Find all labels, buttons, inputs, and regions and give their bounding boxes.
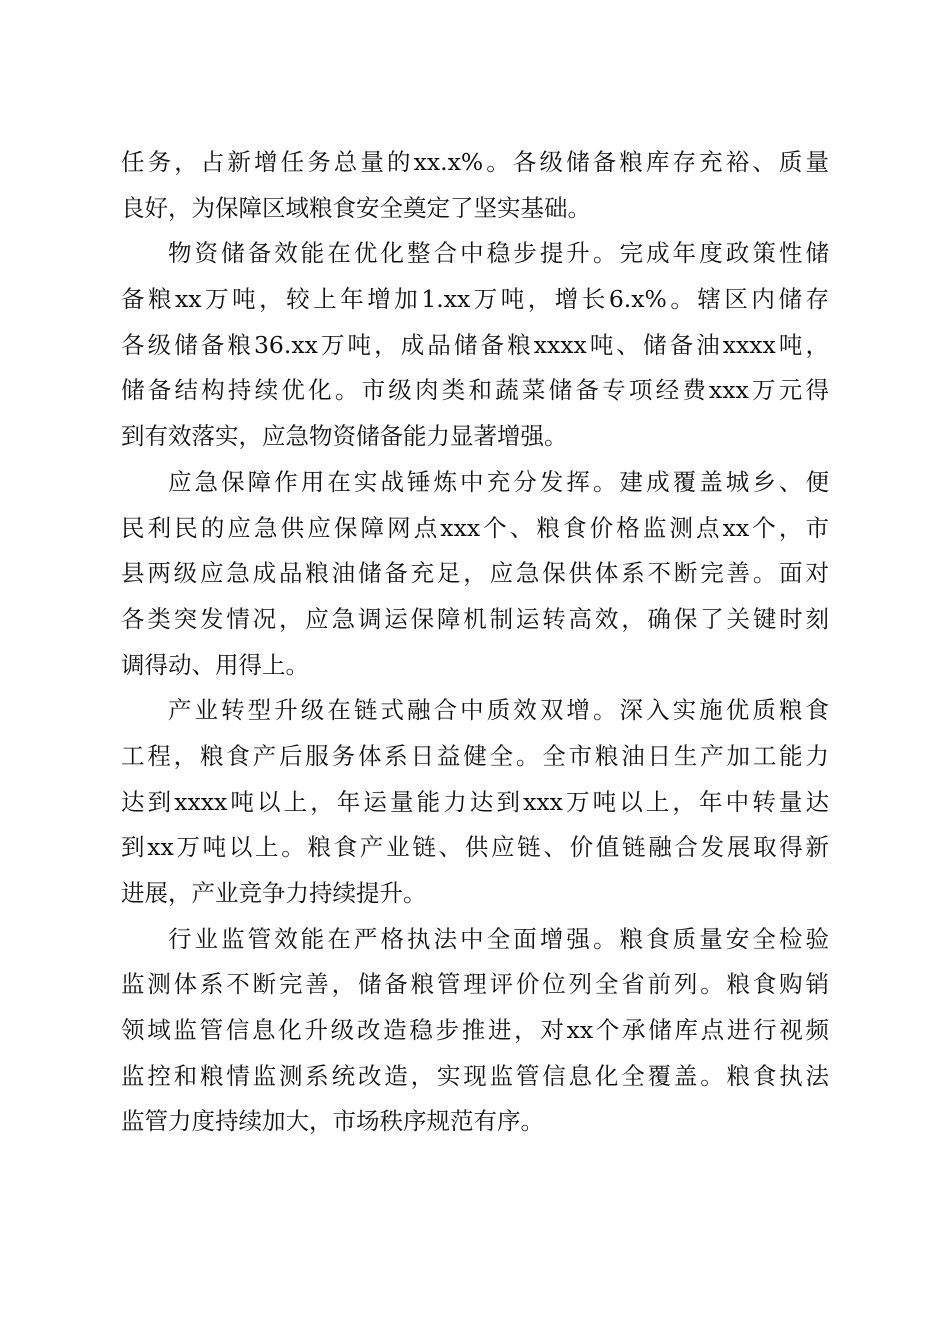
paragraph-4-line-1: 产业转型升级在链式融合中质效双增。深入实施优质粮食 xyxy=(168,696,829,725)
paragraph-4-line-2: 工程，粮食产后服务体系日益健全。全市粮油日生产加工能力 xyxy=(121,741,829,770)
paragraph-5-line-4: 监控和粮情监测系统改造，实现监管信息化全覆盖。粮食执法 xyxy=(121,1061,829,1090)
paragraph-3-line-5: 调得动、用得上。 xyxy=(121,650,309,679)
paragraph-3-line-3: 县两级应急成品粮油储备充足，应急保供体系不断完善。面对 xyxy=(121,559,829,588)
document-body xyxy=(121,140,829,1145)
paragraph-2-line-3: 各级储备粮36.xx万吨，成品储备粮xxxx吨、储备油xxxx吨， xyxy=(121,330,829,359)
paragraph-5-line-3: 领域监管信息化升级改造稳步推进，对xx个承储库点进行视频 xyxy=(121,1016,829,1045)
paragraph-4-line-4: 到xx万吨以上。粮食产业链、供应链、价值链融合发展取得新 xyxy=(121,833,829,862)
paragraph-2-line-5: 到有效落实，应急物资储备能力显著增强。 xyxy=(121,422,568,451)
paragraph-2-line-2: 备粮xx万吨，较上年增加1.xx万吨，增长6.x%。辖区内储存 xyxy=(121,285,829,314)
paragraph-1-line-2: 良好，为保障区域粮食安全奠定了坚实基础。 xyxy=(121,193,591,222)
paragraph-5-line-1: 行业监管效能在严格执法中全面增强。粮食质量安全检验 xyxy=(168,924,829,953)
paragraph-2-line-1: 物资储备效能在优化整合中稳步提升。完成年度政策性储 xyxy=(168,239,829,268)
paragraph-3-line-4: 各类突发情况，应急调运保障机制运转高效，确保了关键时刻 xyxy=(121,604,829,633)
paragraph-3-line-1: 应急保障作用在实战锤炼中充分发挥。建成覆盖城乡、便 xyxy=(168,467,829,496)
paragraph-5-line-5: 监管力度持续加大，市场秩序规范有序。 xyxy=(121,1107,544,1136)
paragraph-5-line-2: 监测体系不断完善，储备粮管理评价位列全省前列。粮食购销 xyxy=(121,970,829,999)
paragraph-4-line-5: 进展，产业竞争力持续提升。 xyxy=(121,879,427,907)
paragraph-3-line-2: 民利民的应急供应保障网点xxx个、粮食价格监测点xx个，市 xyxy=(121,513,829,542)
paragraph-2-line-4: 储备结构持续优化。市级肉类和蔬菜储备专项经费xxx万元得 xyxy=(121,376,829,405)
paragraph-1-line-1: 任务，占新增任务总量的xx.x%。各级储备粮库存充裕、质量 xyxy=(121,148,829,176)
paragraph-4-line-3: 达到xxxx吨以上，年运量能力达到xxx万吨以上，年中转量达 xyxy=(121,787,829,816)
